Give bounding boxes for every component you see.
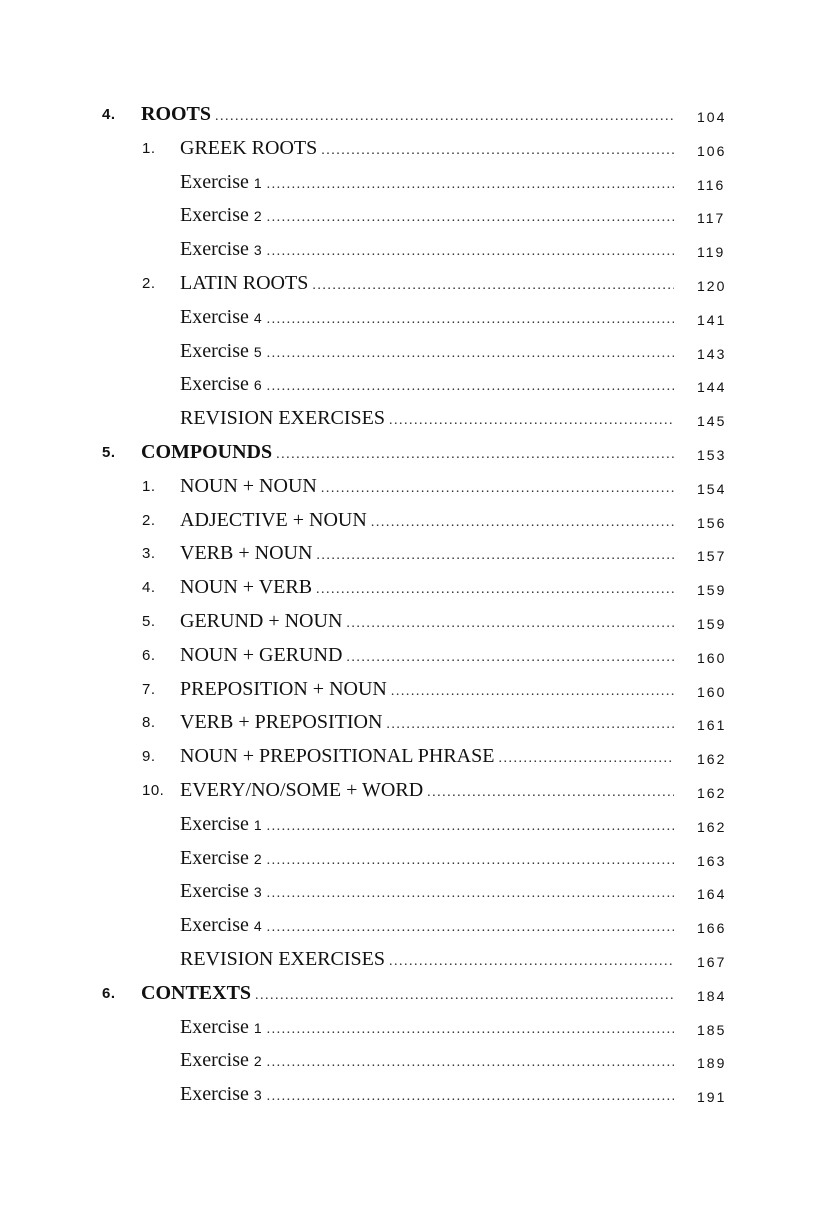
toc-entry [180, 779, 674, 807]
toc-row [0, 644, 822, 678]
dot-leader [267, 854, 674, 868]
toc-row [0, 137, 822, 171]
section-number: 6. [142, 646, 156, 664]
entry-title [180, 1016, 267, 1039]
exercise-number: 2 [253, 208, 263, 225]
exercise-number: 6 [253, 377, 263, 394]
page-number: 191 [697, 1089, 727, 1106]
entry-title-text: Exercise [180, 846, 249, 869]
entry-title-text: Exercise [180, 1049, 249, 1072]
toc-entry [180, 509, 674, 537]
toc-entry [180, 238, 674, 266]
entry-title-text: NOUN + GERUND [180, 643, 343, 666]
entry-title-text: GREEK ROOTS [180, 136, 318, 159]
entry-title [180, 272, 312, 295]
dot-leader [255, 989, 674, 1003]
dot-leader [267, 1090, 674, 1104]
toc-row [0, 813, 822, 847]
toc-row [0, 373, 822, 407]
section-number: 9. [142, 748, 156, 766]
toc-row [0, 306, 822, 340]
toc-row [0, 914, 822, 948]
toc-entry [180, 948, 674, 976]
entry-title-text: Exercise [180, 373, 249, 396]
dot-leader [321, 144, 674, 158]
section-number: 8. [142, 714, 156, 732]
dot-leader [316, 583, 674, 597]
toc-entry [180, 847, 674, 875]
section-number: 1. [142, 139, 156, 157]
toc-entry [180, 1049, 674, 1077]
page-number: 166 [697, 920, 727, 937]
page-number: 161 [697, 717, 727, 734]
toc-entry [180, 1083, 674, 1111]
toc-row [0, 475, 822, 509]
page-number: 117 [697, 210, 726, 227]
exercise-number: 4 [253, 918, 263, 935]
dot-leader [316, 549, 674, 563]
entry-title-text: LATIN ROOTS [180, 271, 309, 294]
toc-row [0, 238, 822, 272]
entry-title-text: Exercise [180, 339, 249, 362]
entry-title-text: Exercise [180, 238, 249, 261]
toc-entry [180, 137, 674, 165]
toc-entry [141, 441, 674, 469]
page-number: 153 [697, 446, 727, 463]
page-number: 141 [697, 311, 727, 328]
toc-entry [180, 813, 674, 841]
entry-title [180, 779, 427, 802]
entry-title [180, 171, 267, 194]
section-number: 2. [142, 274, 156, 292]
entry-title-text: VERB + NOUN [180, 542, 313, 565]
toc-entry [180, 745, 674, 773]
dot-leader [267, 347, 674, 361]
entry-title [180, 137, 321, 160]
entry-title-text: GERUND + NOUN [180, 609, 343, 632]
entry-title-text: REVISION EXERCISES [180, 407, 386, 430]
entry-title [180, 678, 391, 701]
page-number: 162 [697, 751, 727, 768]
entry-title [180, 576, 316, 599]
dot-leader [267, 380, 674, 394]
page-number: 104 [697, 109, 727, 125]
entry-title-text: ROOTS [141, 103, 212, 125]
chapter-title [141, 982, 255, 1005]
entry-title-text: Exercise [180, 204, 249, 227]
page-number: 164 [697, 886, 727, 903]
page-number: 160 [697, 683, 727, 700]
toc-entry [180, 306, 674, 334]
page-number: 163 [697, 852, 727, 869]
toc-row [0, 272, 822, 306]
toc-entry [180, 407, 674, 435]
entry-title-text: REVISION EXERCISES [180, 947, 386, 970]
dot-leader [276, 448, 674, 462]
chapter-number: 4. [102, 106, 116, 123]
dot-leader [386, 718, 674, 732]
entry-title [180, 475, 321, 498]
entry-title [180, 745, 498, 768]
page-number: 116 [697, 176, 726, 193]
dot-leader [371, 516, 674, 530]
entry-title-text: NOUN + PREPOSITIONAL PHRASE [180, 745, 495, 768]
page-number: 157 [697, 548, 727, 565]
entry-title-text: Exercise [180, 880, 249, 903]
section-number: 7. [142, 680, 156, 698]
dot-leader [267, 1023, 674, 1037]
page-number: 159 [697, 615, 727, 632]
entry-title [180, 914, 267, 937]
entry-title [180, 204, 267, 227]
toc-entry [180, 542, 674, 570]
section-number: 10. [142, 781, 165, 799]
entry-title-text: CONTEXTS [141, 981, 252, 1004]
section-number: 1. [142, 477, 156, 495]
dot-leader [215, 110, 674, 124]
exercise-number: 1 [253, 174, 263, 191]
entry-title-text: PREPOSITION + NOUN [180, 677, 387, 700]
entry-title [180, 542, 316, 565]
dot-leader [267, 921, 674, 935]
chapter-title [141, 441, 276, 464]
page-number: 145 [697, 413, 727, 430]
entry-title-text: Exercise [180, 812, 249, 835]
page-number: 143 [697, 345, 727, 362]
chapter-number: 5. [102, 443, 116, 461]
entry-title-text: NOUN + NOUN [180, 474, 317, 497]
exercise-number: 3 [253, 1087, 263, 1104]
dot-leader [427, 786, 674, 800]
toc-entry [180, 711, 674, 739]
page-number: 144 [697, 379, 727, 396]
exercise-number: 3 [253, 884, 263, 901]
dot-leader [267, 887, 674, 901]
dot-leader [267, 1056, 674, 1070]
toc-row [0, 171, 822, 205]
dot-leader [267, 245, 674, 259]
dot-leader [346, 617, 674, 631]
entry-title-text: VERB + PREPOSITION [180, 711, 383, 734]
section-number: 4. [142, 579, 156, 597]
page-number: 189 [697, 1055, 727, 1072]
page-number: 159 [697, 582, 727, 599]
toc-entry [180, 576, 674, 604]
page-number: 156 [697, 514, 727, 531]
exercise-number: 2 [253, 1053, 263, 1070]
toc-row [0, 678, 822, 712]
toc-row [0, 542, 822, 576]
toc-row [0, 1049, 822, 1083]
page-number: 167 [697, 953, 727, 970]
toc-row [0, 1083, 822, 1117]
section-number: 2. [142, 511, 156, 529]
entry-title [180, 1049, 267, 1072]
page-number: 154 [697, 480, 727, 497]
page-number: 184 [697, 987, 727, 1004]
entry-title [180, 948, 389, 971]
page-number: 119 [697, 244, 726, 261]
exercise-number: 3 [253, 242, 263, 259]
dot-leader [267, 211, 674, 225]
chapter-number: 6. [102, 984, 116, 1002]
entry-title-text: EVERY/NO/SOME + WORD [180, 778, 424, 801]
table-of-contents [0, 103, 822, 1117]
chapter-title [141, 103, 215, 126]
page-number: 160 [697, 649, 727, 666]
toc-entry [180, 610, 674, 638]
toc-row [0, 340, 822, 374]
toc-entry [180, 644, 674, 672]
toc-entry [180, 880, 674, 908]
entry-title [180, 711, 386, 734]
entry-title [180, 509, 371, 532]
toc-row [0, 880, 822, 914]
entry-title [180, 610, 346, 633]
exercise-number: 1 [253, 816, 263, 833]
dot-leader [267, 178, 674, 192]
entry-title [180, 644, 346, 667]
toc-row [0, 576, 822, 610]
entry-title [180, 880, 267, 903]
dot-leader [389, 414, 674, 428]
section-number: 3. [142, 545, 156, 563]
toc-row [0, 610, 822, 644]
page-number: 120 [697, 277, 727, 294]
toc-entry [141, 103, 674, 131]
entry-title-text: Exercise [180, 170, 249, 193]
entry-title [180, 238, 267, 261]
section-number: 5. [142, 612, 156, 630]
page-number: 185 [697, 1021, 727, 1038]
entry-title-text: NOUN + VERB [180, 576, 313, 599]
dot-leader [391, 685, 674, 699]
entry-title-text: COMPOUNDS [141, 440, 273, 463]
entry-title-text: Exercise [180, 1015, 249, 1038]
entry-title-text: Exercise [180, 305, 249, 328]
toc-entry [180, 1016, 674, 1044]
toc-row [0, 982, 822, 1016]
toc-row [0, 779, 822, 813]
toc-entry [180, 475, 674, 503]
toc-entry [180, 678, 674, 706]
dot-leader [312, 279, 674, 293]
toc-entry [141, 982, 674, 1010]
toc-row [0, 407, 822, 441]
dot-leader [267, 820, 674, 834]
exercise-number: 5 [253, 343, 263, 360]
exercise-number: 4 [253, 309, 263, 326]
toc-entry [180, 914, 674, 942]
dot-leader [498, 752, 674, 766]
page-number: 106 [697, 142, 727, 159]
toc-row [0, 509, 822, 543]
exercise-number: 1 [253, 1019, 263, 1036]
toc-row [0, 711, 822, 745]
dot-leader [321, 482, 674, 496]
dot-leader [346, 651, 674, 665]
entry-title [180, 340, 267, 363]
entry-title [180, 373, 267, 396]
exercise-number: 2 [253, 850, 263, 867]
dot-leader [267, 313, 674, 327]
entry-title [180, 813, 267, 836]
page-number: 162 [697, 818, 727, 835]
toc-entry [180, 204, 674, 232]
entry-title-text: Exercise [180, 1083, 249, 1106]
entry-title [180, 407, 389, 430]
entry-title-text: ADJECTIVE + NOUN [180, 508, 367, 531]
toc-row [0, 204, 822, 238]
toc-row [0, 948, 822, 982]
toc-entry [180, 340, 674, 368]
entry-title [180, 1083, 267, 1106]
entry-title [180, 306, 267, 329]
toc-entry [180, 272, 674, 300]
toc-row [0, 1016, 822, 1050]
toc-row [0, 441, 822, 475]
page-number: 162 [697, 784, 727, 801]
entry-title-text: Exercise [180, 914, 249, 937]
toc-entry [180, 171, 674, 199]
toc-row [0, 103, 822, 137]
entry-title [180, 847, 267, 870]
toc-row [0, 745, 822, 779]
dot-leader [389, 955, 674, 969]
toc-row [0, 847, 822, 881]
toc-entry [180, 373, 674, 401]
